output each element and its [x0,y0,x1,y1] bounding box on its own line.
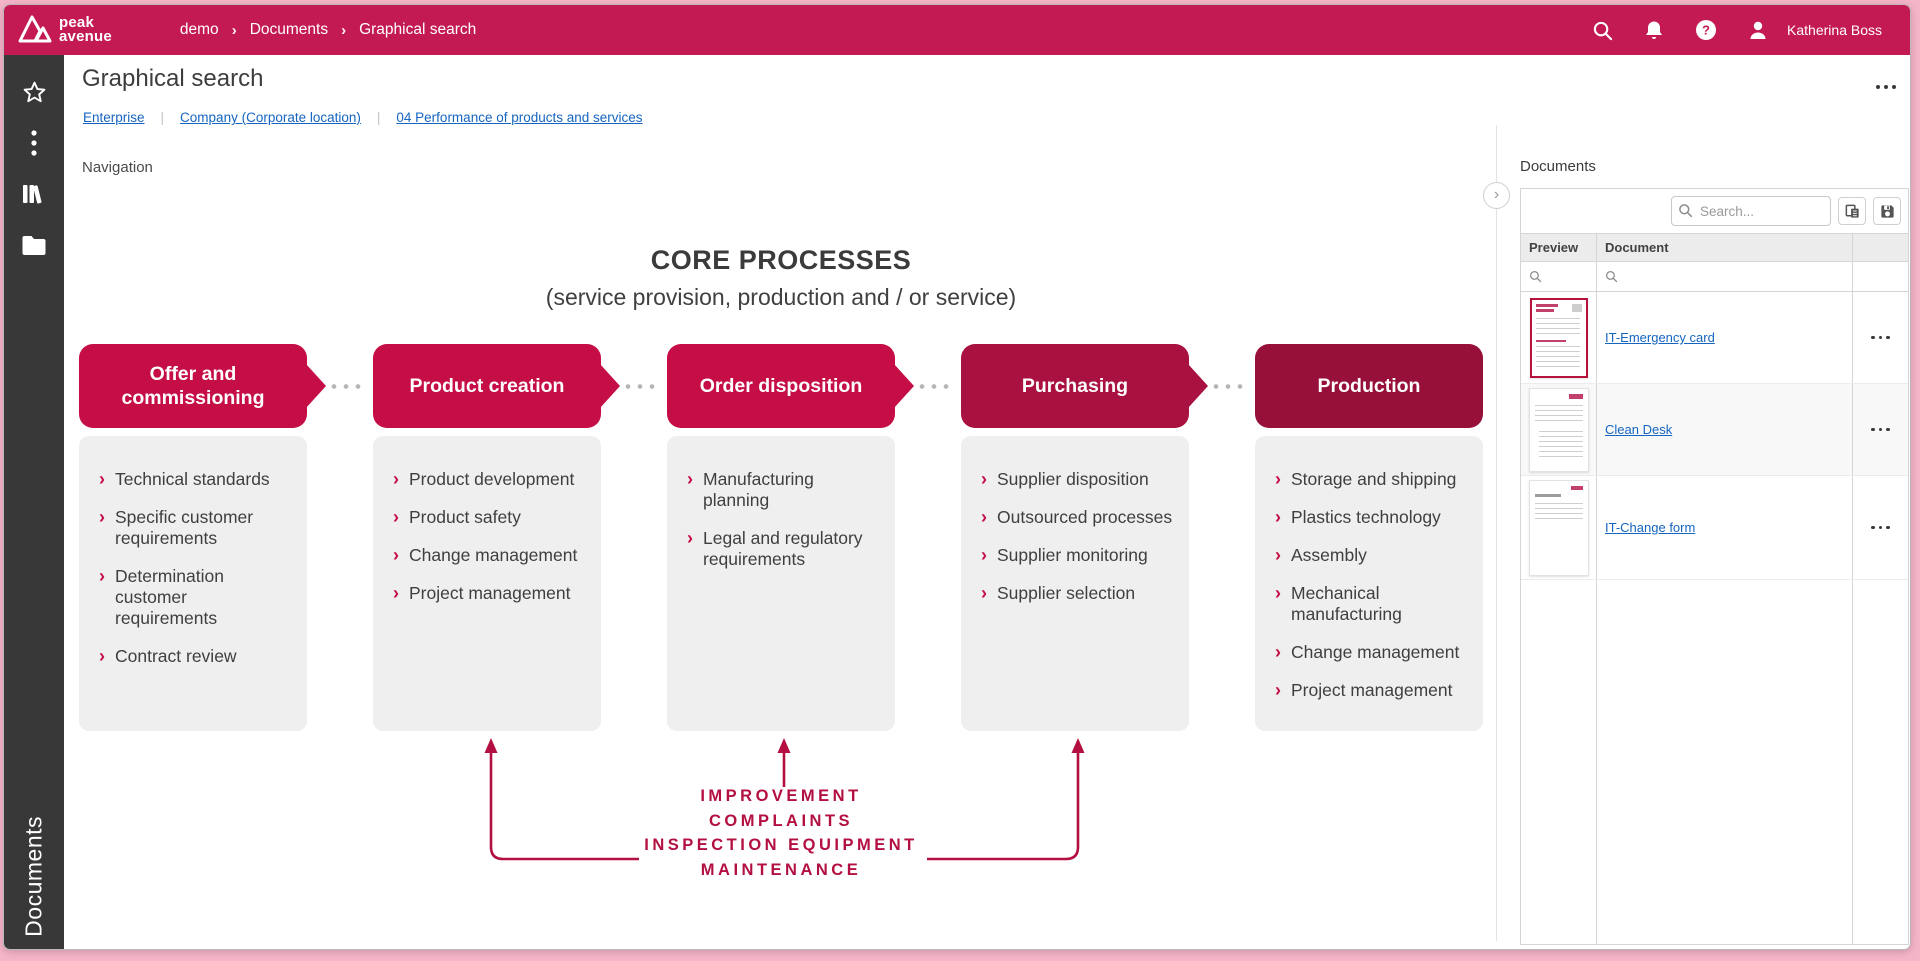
document-link[interactable]: IT-Emergency card [1605,330,1715,345]
process-item-label: Supplier selection [997,583,1136,603]
documents-panel [1520,188,1909,945]
breadcrumb-item-graphical-search[interactable]: Graphical search [359,21,477,38]
documents-toolbar [1521,189,1908,233]
document-thumbnail[interactable] [1529,480,1589,576]
actions-cell [1853,292,1908,383]
process-connector-dots [328,384,364,389]
column-header-actions [1853,234,1908,261]
document-thumbnail[interactable] [1529,388,1589,472]
process-item[interactable] [981,507,1175,528]
process-item-label: Storage and shipping [1291,469,1457,489]
process-item[interactable] [99,566,293,629]
process-name: Order disposition [699,375,863,397]
breadcrumb [180,21,476,39]
chevron-right-icon [1275,469,1281,490]
process-item[interactable] [99,507,293,549]
documents-table-header [1521,233,1908,262]
chevron-right-icon [1275,680,1281,701]
chevron-right-icon [687,469,693,511]
link-enterprise[interactable]: Enterprise [83,110,145,125]
documents-panel-title: Documents [1520,158,1596,175]
process-item-label: Product development [409,469,575,489]
process-item[interactable] [1275,469,1469,490]
preview-cell [1521,292,1597,383]
process-header-box[interactable] [961,344,1189,428]
table-row[interactable] [1521,384,1908,476]
process-header-box[interactable] [667,344,895,428]
chevron-right-icon [1275,583,1281,625]
navigation-section-label: Navigation [82,159,153,176]
process-item[interactable] [981,545,1175,566]
filter-search-icon [1605,270,1618,283]
chevron-right-icon [99,507,105,549]
process-item-label: Change management [409,545,578,565]
user-avatar-icon[interactable] [1747,19,1769,41]
process-item-list [961,436,1189,731]
process-item[interactable] [393,583,587,604]
chevron-right-icon [99,469,105,490]
breadcrumb-chevron-icon [341,22,346,39]
process-column [961,344,1189,731]
process-item-label: Legal and regulatory requirements [703,528,863,569]
process-item-label: Mechanical manufacturing [1291,583,1402,624]
annotation-line: MAINTENANCE [700,860,862,879]
process-name: Purchasing [1021,375,1129,397]
document-cell [1597,476,1853,579]
process-arrow-icon [306,364,326,408]
process-item-list [667,436,895,731]
process-arrow-icon [1188,364,1208,408]
panel-divider [1496,125,1497,941]
process-item[interactable] [393,545,587,566]
process-item-label: Specific customer requirements [115,507,254,548]
breadcrumb-chevron-icon [232,22,237,39]
chevron-right-icon [981,583,987,604]
column-header-preview[interactable]: Preview [1521,234,1597,261]
link-company[interactable]: Company (Corporate location) [180,110,361,125]
context-links [83,110,643,125]
filter-search-icon [1529,270,1542,283]
chevron-right-icon [393,507,399,528]
process-item-label: Change management [1291,642,1460,662]
document-link[interactable]: Clean Desk [1605,422,1673,437]
process-item[interactable] [981,583,1175,604]
process-item[interactable] [99,469,293,490]
process-item-list [1255,436,1483,731]
left-sidebar [4,55,64,949]
chevron-right-icon [393,545,399,566]
process-item[interactable] [981,469,1175,490]
expand-panel-toggle[interactable]: › [1483,182,1510,209]
process-arrow-icon [894,364,914,408]
chevron-right-icon [1275,507,1281,528]
process-item-label: Assembly [1291,545,1367,565]
document-thumbnail[interactable] [1530,298,1588,378]
document-filter-cell[interactable] [1597,262,1853,292]
peak-avenue-logo-icon [18,13,52,48]
chevron-right-icon [981,469,987,490]
process-item[interactable] [393,469,587,490]
process-item[interactable] [393,507,587,528]
library-books-icon[interactable] [21,181,47,207]
process-item[interactable] [1275,680,1469,701]
search-icon [1678,203,1693,223]
process-item[interactable] [1275,642,1469,663]
documents-table-empty-area [1521,580,1908,944]
process-header-box[interactable] [79,344,307,428]
breadcrumb-item-documents[interactable]: Documents [249,21,329,38]
preview-filter-cell[interactable] [1521,262,1597,292]
breadcrumb-item-demo[interactable]: demo [179,21,219,38]
process-item[interactable] [1275,507,1469,528]
process-header-box[interactable] [373,344,601,428]
annotation-line: INSPECTION EQUIPMENT [644,836,918,854]
core-processes-diagram [79,245,1483,731]
process-item-label: Contract review [115,646,237,666]
page-actions-menu-icon[interactable] [1876,85,1896,89]
annotation-line: IMPROVEMENT [700,787,862,805]
topbar-actions [1591,19,1882,41]
copy-to-clipboard-button[interactable] [1838,197,1866,225]
process-item-label: Technical standards [115,469,270,489]
link-performance[interactable]: 04 Performance of products and services [396,110,643,125]
user-name[interactable]: Katherina Boss [1787,22,1882,38]
process-connector-dots [622,384,658,389]
page-title: Graphical search [82,65,264,92]
process-item-label: Project management [409,583,571,603]
documents-table-body [1521,292,1908,580]
notifications-bell-icon[interactable] [1643,19,1665,41]
chevron-right-icon [1275,642,1281,663]
document-link[interactable]: IT-Change form [1605,520,1696,535]
app-window [3,4,1911,950]
process-column [373,344,601,731]
table-row[interactable] [1521,292,1908,384]
process-column [1255,344,1483,731]
link-separator [377,110,381,125]
document-cell [1597,384,1853,475]
row-actions-menu-icon[interactable] [1871,526,1890,530]
documents-search [1671,196,1831,226]
process-item[interactable] [687,528,881,570]
documents-filter-row [1521,262,1908,292]
process-column [667,344,895,731]
process-item-label: Plastics technology [1291,507,1441,527]
process-name: Offer and commissioning [121,363,265,409]
svg-text:?: ? [1702,22,1711,38]
process-item-label: Determination customer requirements [115,566,224,628]
process-connector-dots [916,384,952,389]
diagram-title: CORE PROCESSES [650,245,912,275]
process-item-list [79,436,307,731]
process-item[interactable] [1275,545,1469,566]
column-header-document[interactable]: Document [1597,234,1853,261]
process-item-label: Supplier monitoring [997,545,1148,565]
folder-icon[interactable] [21,232,47,258]
actions-cell [1853,476,1908,579]
process-column [79,344,307,731]
process-item[interactable] [687,469,881,511]
chevron-right-icon [981,507,987,528]
row-actions-menu-icon[interactable] [1871,336,1890,340]
more-options-kebab-icon[interactable] [21,130,47,156]
app-logo[interactable] [18,13,112,48]
process-item-label: Outsourced processes [997,507,1173,527]
preview-cell [1521,476,1597,579]
process-item-list [373,436,601,731]
chevron-right-icon [99,646,105,667]
chevron-right-icon [1275,545,1281,566]
chevron-right-icon [393,583,399,604]
feedback-annotation [79,784,1483,882]
diagram-subtitle: (service provision, production and / or service) [545,284,1017,310]
row-actions-menu-icon[interactable] [1871,428,1890,432]
process-item-label: Product safety [409,507,521,527]
preview-cell [1521,384,1597,475]
process-header-box[interactable] [1255,344,1483,428]
process-item[interactable] [1275,583,1469,625]
logo-text: peak avenue [59,14,112,45]
documents-search-input[interactable] [1671,196,1831,226]
search-icon[interactable] [1591,19,1613,41]
process-columns [79,344,1483,731]
chevron-right-icon [99,566,105,629]
process-arrow-icon [600,364,620,408]
process-name: Product creation [409,375,565,397]
link-separator [161,110,165,125]
chevron-right-icon [393,469,399,490]
actions-filter-cell [1853,262,1908,292]
chevron-right-icon [981,545,987,566]
process-item-label: Manufacturing planning [703,469,814,510]
actions-cell [1853,384,1908,475]
document-cell [1597,292,1853,383]
chevron-right-icon [687,528,693,570]
process-item-label: Supplier disposition [997,469,1149,489]
sidebar-active-tab-label[interactable]: Documents [20,816,47,937]
process-item-label: Project management [1291,680,1453,700]
process-item[interactable] [99,646,293,667]
process-name: Production [1317,375,1421,397]
annotation-line: COMPLAINTS [708,811,854,830]
process-connector-dots [1210,384,1246,389]
table-row[interactable] [1521,476,1908,580]
save-button[interactable] [1873,197,1901,225]
favorites-star-icon[interactable] [21,79,47,105]
help-icon[interactable] [1695,19,1717,41]
top-bar [4,5,1910,55]
